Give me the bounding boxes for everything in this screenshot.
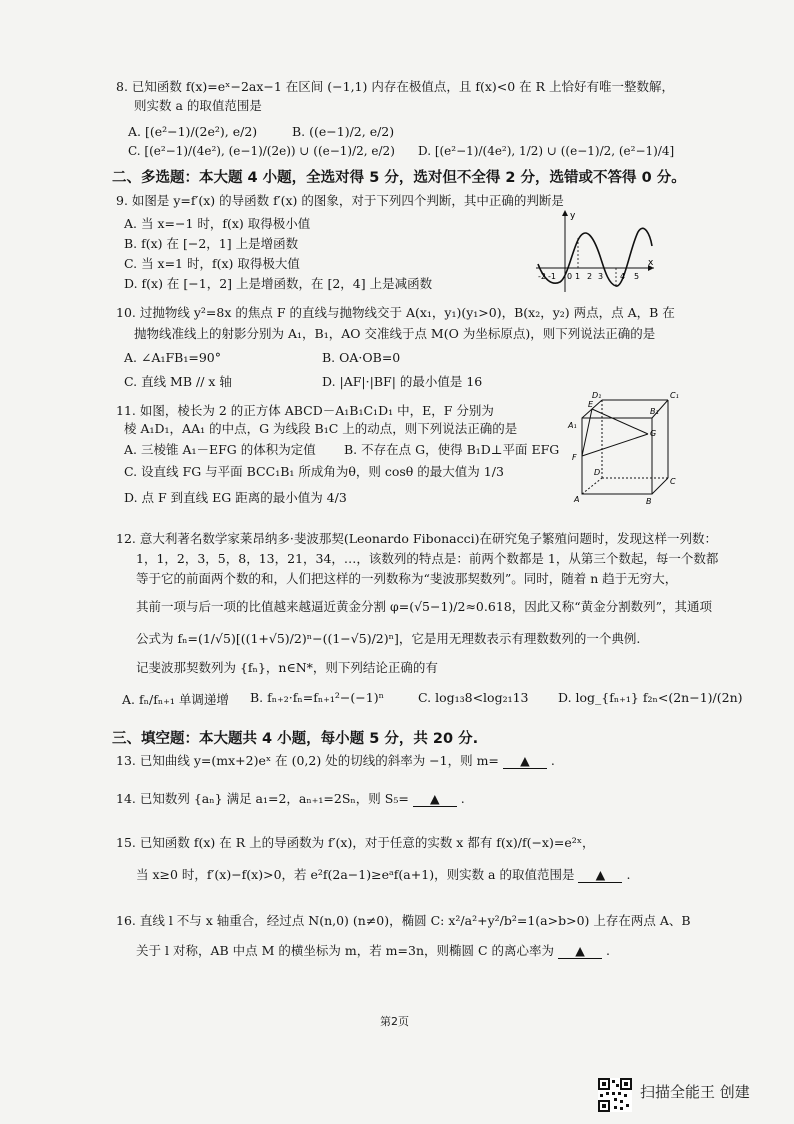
q11-stem: 11. 如图，棱长为 2 的正方体 ABCD－A₁B₁C₁D₁ 中，E，F 分别为: [116, 403, 494, 418]
y-label: y: [570, 211, 576, 221]
q10-option-c: C. 直线 MB // x 轴: [124, 374, 232, 389]
q11-cube-figure: [562, 388, 682, 508]
q10-option-b: B. OA·OB=0: [322, 350, 401, 365]
q11-stem-2: 棱 A₁D₁，AA₁ 的中点，G 为线段 B₁C 上的动点，则下列说法正确的是: [124, 421, 518, 436]
q12-stem: 12. 意大利著名数学家莱昂纳多·斐波那契(Leonardo Fibonacci)在研究兔子繁殖问题时，发现这样一列数：: [116, 531, 717, 546]
q14: [116, 792, 465, 807]
q12-line-5: 公式为 fₙ=(1/√5)[((1+√5)/2)ⁿ−((1−√5)/2)ⁿ]，它是用无理数表示有理数数列的一个典例.: [136, 631, 641, 646]
tick-1: 1: [575, 272, 581, 281]
cube-front-face: [582, 418, 652, 494]
q16-stem: 16. 直线 l 不与 x 轴重合，经过点 N(n,0) (n≠0)，椭圆 C: x²/a²+y²/b²=1(a>b>0) 上存在两点 A、B: [116, 913, 691, 928]
q15-stem: 15. 已知函数 f(x) 在 R 上的导函数为 f′(x)，对于任意的实数 x 都有 f(x)/f(−x)=e²ˣ，: [116, 835, 595, 850]
tick-0: 0: [567, 272, 573, 281]
label-a1: A₁: [568, 421, 577, 430]
q12-option-d: D. log_{fₙ₊₁} f₂ₙ<(2n−1)/(2n): [558, 690, 743, 705]
label-c1: C₁: [670, 391, 679, 400]
q13: [116, 754, 555, 769]
qr-code-icon: [598, 1078, 632, 1112]
q10-option-a: A. ∠A₁FB₁=90°: [124, 350, 221, 365]
q9-stem: 9. 如图是 y=f′(x) 的导函数 f′(x) 的图象，对于下列四个判断，其中正确的判断是: [116, 193, 564, 208]
section-2-heading: 二、多选题：本大题 4 小题，全选对得 5 分，选对但不全得 2 分，选错或不答得 0 分。: [112, 170, 686, 186]
label-f: F: [572, 453, 577, 462]
q10-option-d: D. |AF|·|BF| 的最小值是 16: [322, 374, 483, 389]
q15-end: .: [626, 867, 631, 882]
q13-answer-blank: ▲: [503, 754, 547, 769]
q16-end: .: [606, 943, 610, 958]
label-b1: B₁: [650, 407, 659, 416]
q9-option-c: C. 当 x=1 时，f(x) 取得极大值: [124, 256, 300, 271]
label-e: E: [588, 400, 594, 409]
q16-stem-2: 关于 l 对称，AB 中点 M 的横坐标为 m，若 m=3n，则椭圆 C 的离心率为: [136, 943, 555, 958]
q15-answer-blank: ▲: [578, 868, 622, 883]
q8-option-d: D. [(e²−1)/(4e²), 1/2) ∪ ((e−1)/2, (e²−1)/4]: [418, 144, 675, 158]
q8-option-c: C. [(e²−1)/(4e²), (e−1)/(2e)) ∪ ((e−1)/2, e/2): [128, 144, 395, 158]
scanner-watermark: 扫描全能王 创建: [640, 1083, 750, 1101]
q13-stem: 13. 已知曲线 y=(mx+2)eˣ 在 (0,2) 处的切线的斜率为 −1，则 m=: [116, 753, 499, 768]
q14-answer-blank: ▲: [413, 792, 457, 807]
q10-stem-2: 抛物线准线上的射影分别为 A₁，B₁，AO 交准线于点 M(O 为坐标原点)，则下列说法正确的是: [134, 326, 656, 341]
q16-line-2: [136, 944, 610, 959]
q8-stem-2: 则实数 a 的取值范围是: [134, 98, 262, 113]
q12-option-a: A. fₙ/fₙ₊₁ 单调递增: [122, 692, 229, 707]
q12-option-c: C. log₁₃8<log₂₁13: [418, 690, 529, 705]
label-a: A: [574, 495, 580, 504]
q11-option-b: B. 不存在点 G，使得 B₁D⊥平面 EFG: [344, 442, 560, 457]
q12-line-3: 等于它的前面两个数的和，人们把这样的一列数称为“斐波那契数列”。同时，随着 n 趋于无穷大，: [136, 571, 678, 586]
label-d1: D₁: [592, 391, 602, 400]
tick-3: 3: [598, 272, 604, 281]
q12-option-b: B. fₙ₊₂·fₙ=fₙ₊₁²−(−1)ⁿ: [250, 690, 384, 705]
q11-option-d: D. 点 F 到直线 EG 距离的最小值为 4/3: [124, 490, 347, 505]
q8-option-a: A. [(e²−1)/(2e²), e/2): [128, 124, 258, 139]
label-g: G: [650, 429, 657, 438]
q14-end: .: [460, 791, 465, 806]
q9-derivative-graph: [534, 208, 658, 294]
q12-line-6: 记斐波那契数列为 {fₙ}，n∈N*，则下列结论正确的有: [136, 660, 438, 675]
q12-line-4: 其前一项与后一项的比值越来越逼近黄金分割 φ=(√5−1)/2≈0.618，因此又称“黄金分割数列”，其通项: [136, 599, 713, 614]
y-axis-arrow: [562, 210, 568, 216]
label-b: B: [646, 497, 652, 506]
q12-line-2: 1，1，2，3，5，8，13，21，34，…，该数列的特点是：前两个数都是 1，从第三个数起，每一个数都: [136, 551, 719, 566]
tick-4: 4: [620, 272, 626, 281]
section-3-heading: 三、填空题：本大题共 4 小题，每小题 5 分，共 20 分.: [112, 731, 479, 747]
label-c: C: [670, 477, 676, 486]
page-number: 第2页: [380, 1015, 409, 1028]
tick-2: 2: [587, 272, 593, 281]
tick-m2: -2: [538, 272, 546, 281]
q8-stem: 8. 已知函数 f(x)=eˣ−2ax−1 在区间 (−1,1) 内存在极值点，且 f(x)<0 在 R 上恰好有唯一整数解，: [116, 79, 675, 94]
q15-stem-2: 当 x≥0 时，f′(x)−f(x)>0，若 e²f(2a−1)≥eᵃf(a+1)，则实数 a 的取值范围是: [136, 867, 575, 882]
q13-end: .: [550, 753, 555, 768]
q11-option-c: C. 设直线 FG 与平面 BCC₁B₁ 所成角为θ，则 cosθ 的最大值为 1/3: [124, 464, 504, 479]
q9-option-d: D. f(x) 在 [−1，2] 上是增函数，在 [2，4] 上是减函数: [124, 276, 433, 291]
x-label: x: [648, 258, 654, 268]
q8-option-b: B. ((e−1)/2, e/2): [292, 124, 395, 139]
q10-stem: 10. 过抛物线 y²=8x 的焦点 F 的直线与抛物线交于 A(x₁，y₁)(y₁>0)，B(x₂，y₂) 两点，点 A，B 在: [116, 305, 675, 320]
label-d: D: [594, 468, 601, 477]
q16-answer-blank: ▲: [558, 944, 602, 959]
q9-option-a: A. 当 x=−1 时，f(x) 取得极小值: [124, 216, 311, 231]
tick-m1: -1: [548, 272, 556, 281]
tick-5: 5: [634, 272, 640, 281]
q11-option-a: A. 三棱锥 A₁－EFG 的体积为定值: [124, 442, 316, 457]
q15-line-2: [136, 868, 630, 883]
q9-option-b: B. f(x) 在 [−2，1] 上是增函数: [124, 236, 299, 251]
q14-stem: 14. 已知数列 {aₙ} 满足 a₁=2，aₙ₊₁=2Sₙ，则 S₅=: [116, 791, 409, 806]
